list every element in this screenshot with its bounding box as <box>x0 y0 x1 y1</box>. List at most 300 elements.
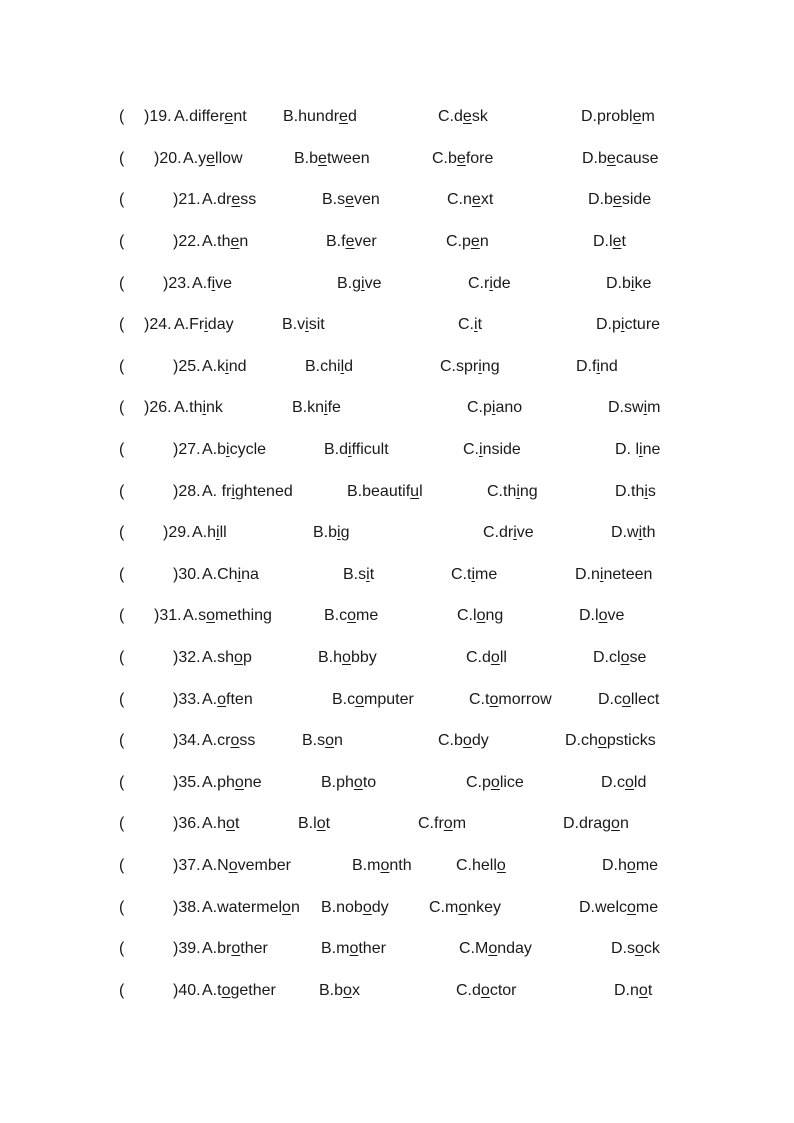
option-a <box>202 188 256 212</box>
underlined-letter: i <box>366 566 370 583</box>
option-word: hill <box>207 524 227 541</box>
option-label: D. <box>611 524 627 541</box>
option-word: problem <box>597 108 655 125</box>
option-label: A. <box>202 233 218 250</box>
option-b <box>343 563 374 587</box>
option-c <box>456 979 516 1003</box>
answer-blank[interactable]: ( <box>119 441 125 458</box>
option-d <box>601 771 646 795</box>
underlined-letter: o <box>625 774 634 791</box>
option-label: A. <box>174 316 190 333</box>
option-label: A. <box>202 441 218 458</box>
underlined-letter: e <box>612 233 622 250</box>
underlined-letter: i <box>643 399 648 416</box>
option-label: A. <box>202 566 218 583</box>
answer-blank[interactable]: ( <box>119 566 125 583</box>
underlined-letter: o <box>226 815 235 832</box>
option-label: C. <box>467 399 483 416</box>
option-b <box>319 979 360 1003</box>
underlined-letter: i <box>204 316 208 333</box>
option-c <box>469 688 552 712</box>
question-number: )25. <box>173 358 201 375</box>
option-b <box>324 604 378 628</box>
option-word: let <box>609 233 626 250</box>
option-label: A. <box>202 815 218 832</box>
option-b <box>313 521 350 545</box>
underlined-letter: o <box>353 774 363 791</box>
option-a <box>202 896 300 920</box>
option-label: A. <box>192 275 208 292</box>
option-label: D. <box>611 940 627 957</box>
option-word: seven <box>337 191 380 208</box>
option-label: C. <box>468 275 484 292</box>
option-d <box>579 896 658 920</box>
underlined-letter: o <box>489 691 499 708</box>
question-number: )30. <box>173 566 201 583</box>
underlined-letter: u <box>410 483 420 500</box>
option-word: welcome <box>595 899 659 916</box>
option-word: next <box>463 191 494 208</box>
option-word: not <box>630 982 653 999</box>
option-word: knife <box>307 399 341 416</box>
answer-blank[interactable]: ( <box>119 358 125 375</box>
underlined-letter: e <box>345 233 355 250</box>
question-number: )34. <box>173 732 201 749</box>
option-label: B. <box>313 524 329 541</box>
option-c <box>432 147 493 171</box>
option-word: come <box>339 607 379 624</box>
option-word: then <box>217 233 249 250</box>
answer-blank[interactable]: ( <box>119 815 125 832</box>
option-word: fever <box>341 233 377 250</box>
option-label: B. <box>319 982 335 999</box>
answer-blank[interactable]: ( <box>119 108 125 125</box>
option-d <box>611 937 660 961</box>
option-label: C. <box>451 566 467 583</box>
underlined-letter: e <box>470 233 480 250</box>
option-b <box>298 812 330 836</box>
option-word: together <box>217 982 276 999</box>
option-word: between <box>309 150 370 167</box>
option-c <box>487 480 538 504</box>
underlined-letter: o <box>234 774 244 791</box>
underlined-letter: i <box>474 316 478 333</box>
question-row <box>0 604 794 628</box>
option-label: B. <box>302 732 318 749</box>
underlined-letter: e <box>612 191 622 208</box>
underlined-letter: o <box>231 940 241 957</box>
question-number: )37. <box>173 857 201 874</box>
option-label: B. <box>326 233 342 250</box>
option-label: C. <box>483 524 499 541</box>
option-word: beautiful <box>362 483 423 500</box>
question-number: )31. <box>154 607 182 624</box>
question-number: )28. <box>173 483 201 500</box>
option-label: B. <box>347 483 363 500</box>
underlined-letter: o <box>355 691 365 708</box>
option-word: spring <box>456 358 500 375</box>
option-c <box>451 563 497 587</box>
option-label: B. <box>305 358 321 375</box>
underlined-letter: i <box>337 524 341 541</box>
underlined-letter: i <box>361 275 365 292</box>
underlined-letter: e <box>462 108 472 125</box>
option-a <box>202 979 276 1003</box>
option-word: computer <box>347 691 414 708</box>
option-word: from <box>434 815 467 832</box>
question-row <box>0 188 794 212</box>
answer-blank[interactable]: ( <box>119 524 125 541</box>
option-a <box>202 937 268 961</box>
option-word: close <box>609 649 647 666</box>
underlined-letter: o <box>349 940 359 957</box>
underlined-letter: i <box>471 566 476 583</box>
underlined-letter: i <box>489 275 493 292</box>
underlined-letter: e <box>632 108 642 125</box>
option-word: hobby <box>333 649 377 666</box>
option-d <box>593 646 646 670</box>
underlined-letter: i <box>231 483 235 500</box>
option-d <box>576 355 618 379</box>
option-word: swim <box>624 399 661 416</box>
underlined-letter: o <box>282 899 291 916</box>
underlined-letter: i <box>596 358 601 375</box>
underlined-letter: e <box>339 108 348 125</box>
question-row <box>0 480 794 504</box>
option-b <box>294 147 370 171</box>
answer-blank[interactable]: ( <box>119 691 125 708</box>
answer-blank[interactable]: ( <box>119 316 125 333</box>
question-row <box>0 688 794 712</box>
option-word: difficult <box>339 441 389 458</box>
answer-blank[interactable]: ( <box>119 774 125 791</box>
answer-blank[interactable]: ( <box>119 150 125 167</box>
option-c <box>467 396 522 420</box>
underlined-letter: o <box>362 899 372 916</box>
option-label: D. <box>563 815 579 832</box>
option-word: this <box>631 483 656 500</box>
option-word: body <box>454 732 489 749</box>
question-number: )26. <box>144 399 172 416</box>
underlined-letter: o <box>488 940 498 957</box>
option-label: D. <box>576 358 592 375</box>
question-number: )40. <box>173 982 201 999</box>
underlined-letter: i <box>620 316 625 333</box>
question-row <box>0 105 794 129</box>
underlined-letter: o <box>476 607 486 624</box>
option-word: doctor <box>472 982 517 999</box>
option-label: C. <box>432 150 448 167</box>
option-a <box>192 272 232 296</box>
option-label: A. <box>202 982 218 999</box>
option-d <box>588 188 651 212</box>
underlined-letter: e <box>471 191 481 208</box>
underlined-letter: i <box>599 566 604 583</box>
underlined-letter: o <box>480 982 490 999</box>
underlined-letter: i <box>516 483 520 500</box>
option-word: Monday <box>475 940 532 957</box>
option-label: D. <box>598 691 614 708</box>
underlined-letter: o <box>342 649 351 666</box>
question-number: )35. <box>173 774 201 791</box>
option-word: kind <box>217 358 247 375</box>
option-label: A. <box>202 899 218 916</box>
option-label: A. <box>202 191 218 208</box>
question-number: )23. <box>163 275 191 292</box>
option-label: A. <box>202 649 218 666</box>
option-word: China <box>217 566 259 583</box>
option-b <box>352 854 412 878</box>
option-label: D. <box>581 108 597 125</box>
option-word: cross <box>217 732 256 749</box>
underlined-letter: i <box>478 358 482 375</box>
option-b <box>322 188 380 212</box>
option-label: B. <box>294 150 310 167</box>
option-word: mother <box>336 940 386 957</box>
underlined-letter: i <box>226 441 230 458</box>
option-word: five <box>207 275 233 292</box>
option-label: B. <box>318 649 334 666</box>
option-word: sock <box>627 940 660 957</box>
underlined-letter: o <box>316 815 326 832</box>
option-b <box>282 313 325 337</box>
option-word: photo <box>336 774 377 791</box>
underlined-letter: o <box>380 857 390 874</box>
answer-blank[interactable]: ( <box>119 399 125 416</box>
option-label: A. <box>202 358 218 375</box>
option-label: C. <box>447 191 463 208</box>
option-b <box>321 937 386 961</box>
option-a <box>202 812 239 836</box>
question-row <box>0 563 794 587</box>
answer-blank[interactable]: ( <box>119 899 125 916</box>
underlined-letter: i <box>639 441 643 458</box>
option-word: dress <box>217 191 257 208</box>
option-word: sit <box>358 566 375 583</box>
answer-blank[interactable]: ( <box>119 483 125 500</box>
option-d <box>602 854 658 878</box>
option-label: C. <box>429 899 445 916</box>
option-d <box>614 979 652 1003</box>
option-label: C. <box>438 732 454 749</box>
option-label: D. <box>582 150 598 167</box>
option-word: frightened <box>221 483 293 500</box>
option-label: B. <box>321 940 337 957</box>
underlined-letter: o <box>627 899 636 916</box>
option-word: find <box>592 358 618 375</box>
option-word: child <box>320 358 354 375</box>
option-label: C. <box>440 358 456 375</box>
question-row <box>0 438 794 462</box>
underlined-letter: o <box>597 732 607 749</box>
option-word: bicycle <box>217 441 267 458</box>
option-word: before <box>448 150 494 167</box>
question-number: )32. <box>173 649 201 666</box>
option-label: B. <box>321 899 337 916</box>
option-word: doll <box>482 649 507 666</box>
option-b <box>321 771 376 795</box>
option-a <box>202 729 255 753</box>
option-word: hello <box>472 857 506 874</box>
option-word: picture <box>612 316 661 333</box>
option-word: tomorrow <box>485 691 552 708</box>
option-word: police <box>482 774 524 791</box>
underlined-letter: o <box>598 607 608 624</box>
option-label: C. <box>459 940 475 957</box>
underlined-letter: o <box>217 691 227 708</box>
option-label: D. <box>596 316 612 333</box>
underlined-letter: i <box>513 524 517 541</box>
underlined-letter: i <box>202 399 207 416</box>
question-number: )36. <box>173 815 201 832</box>
option-word: drive <box>499 524 534 541</box>
option-label: D. <box>579 607 595 624</box>
underlined-letter: e <box>345 191 355 208</box>
option-label: B. <box>324 441 340 458</box>
option-word: think <box>189 399 223 416</box>
option-word: long <box>473 607 504 624</box>
answer-blank[interactable]: ( <box>119 607 125 624</box>
underlined-letter: o <box>611 815 620 832</box>
option-a <box>202 480 293 504</box>
option-word: month <box>367 857 412 874</box>
option-word: hundred <box>298 108 357 125</box>
option-word: inside <box>479 441 521 458</box>
underlined-letter: o <box>443 815 453 832</box>
option-label: D. <box>608 399 624 416</box>
option-d <box>593 230 626 254</box>
answer-blank[interactable]: ( <box>119 982 125 999</box>
question-row <box>0 396 794 420</box>
option-c <box>459 937 532 961</box>
underlined-letter: o <box>462 732 472 749</box>
option-c <box>418 812 466 836</box>
question-number: )21. <box>173 191 201 208</box>
option-word: pen <box>462 233 489 250</box>
question-number: )39. <box>173 940 201 957</box>
option-label: C. <box>458 316 474 333</box>
option-label: C. <box>487 483 503 500</box>
option-a <box>202 355 246 379</box>
option-d <box>579 604 624 628</box>
option-label: A. <box>202 732 218 749</box>
underlined-letter: o <box>228 857 238 874</box>
option-word: give <box>352 275 382 292</box>
question-number: )22. <box>173 233 201 250</box>
underlined-letter: i <box>237 566 242 583</box>
option-word: nineteen <box>591 566 653 583</box>
option-word: desk <box>454 108 488 125</box>
option-label: A. <box>202 940 218 957</box>
option-c <box>466 646 507 670</box>
option-d <box>565 729 656 753</box>
answer-blank[interactable]: ( <box>119 233 125 250</box>
option-label: D. <box>602 857 618 874</box>
option-c <box>429 896 501 920</box>
question-row <box>0 771 794 795</box>
option-label: A. <box>183 607 199 624</box>
question-row <box>0 147 794 171</box>
option-word: because <box>598 150 659 167</box>
option-a <box>174 313 234 337</box>
option-word: brother <box>217 940 268 957</box>
option-b <box>305 355 353 379</box>
option-word: phone <box>217 774 262 791</box>
option-d <box>563 812 629 836</box>
underlined-letter: i <box>630 275 635 292</box>
option-label: D. <box>606 275 622 292</box>
option-d <box>608 396 660 420</box>
underlined-letter: e <box>206 150 216 167</box>
option-b <box>347 480 423 504</box>
option-label: D. <box>615 441 636 458</box>
option-a <box>192 521 227 545</box>
option-d <box>596 313 660 337</box>
option-b <box>326 230 377 254</box>
option-label: B. <box>321 774 337 791</box>
option-c <box>463 438 521 462</box>
option-label: B. <box>332 691 348 708</box>
question-number: )19. <box>144 108 172 125</box>
option-word: often <box>217 691 253 708</box>
option-label: B. <box>292 399 308 416</box>
option-label: C. <box>438 108 454 125</box>
option-label: A. <box>174 108 190 125</box>
underlined-letter: o <box>221 982 231 999</box>
option-b <box>318 646 377 670</box>
option-word: collect <box>614 691 660 708</box>
answer-blank[interactable]: ( <box>119 857 125 874</box>
option-a <box>174 396 223 420</box>
option-d <box>615 438 660 462</box>
option-word: line <box>635 441 661 458</box>
option-label: D. <box>588 191 604 208</box>
underlined-letter: i <box>644 483 648 500</box>
question-row <box>0 729 794 753</box>
answer-blank[interactable]: ( <box>119 275 125 292</box>
option-a <box>202 230 248 254</box>
underlined-letter: i <box>324 399 328 416</box>
option-word: visit <box>297 316 325 333</box>
option-word: box <box>334 982 360 999</box>
option-a <box>174 105 247 129</box>
underlined-letter: o <box>622 691 631 708</box>
answer-blank[interactable]: ( <box>119 732 125 749</box>
option-a <box>202 688 253 712</box>
option-word: something <box>198 607 272 624</box>
underlined-letter: o <box>635 940 644 957</box>
question-row <box>0 230 794 254</box>
option-word: dragon <box>579 815 629 832</box>
underlined-letter: i <box>225 358 229 375</box>
underlined-letter: o <box>230 732 240 749</box>
option-label: A. <box>183 150 199 167</box>
option-label: D. <box>593 649 609 666</box>
option-word: watermelon <box>217 899 300 916</box>
option-d <box>575 563 652 587</box>
option-label: A. <box>202 691 218 708</box>
question-number: )24. <box>144 316 172 333</box>
option-c <box>438 729 489 753</box>
option-label: C. <box>456 982 472 999</box>
option-b <box>292 396 341 420</box>
answer-blank[interactable]: ( <box>119 649 125 666</box>
answer-blank[interactable]: ( <box>119 940 125 957</box>
option-a <box>202 563 259 587</box>
option-c <box>458 313 482 337</box>
answer-blank[interactable]: ( <box>119 191 125 208</box>
option-label: D. <box>614 982 630 999</box>
